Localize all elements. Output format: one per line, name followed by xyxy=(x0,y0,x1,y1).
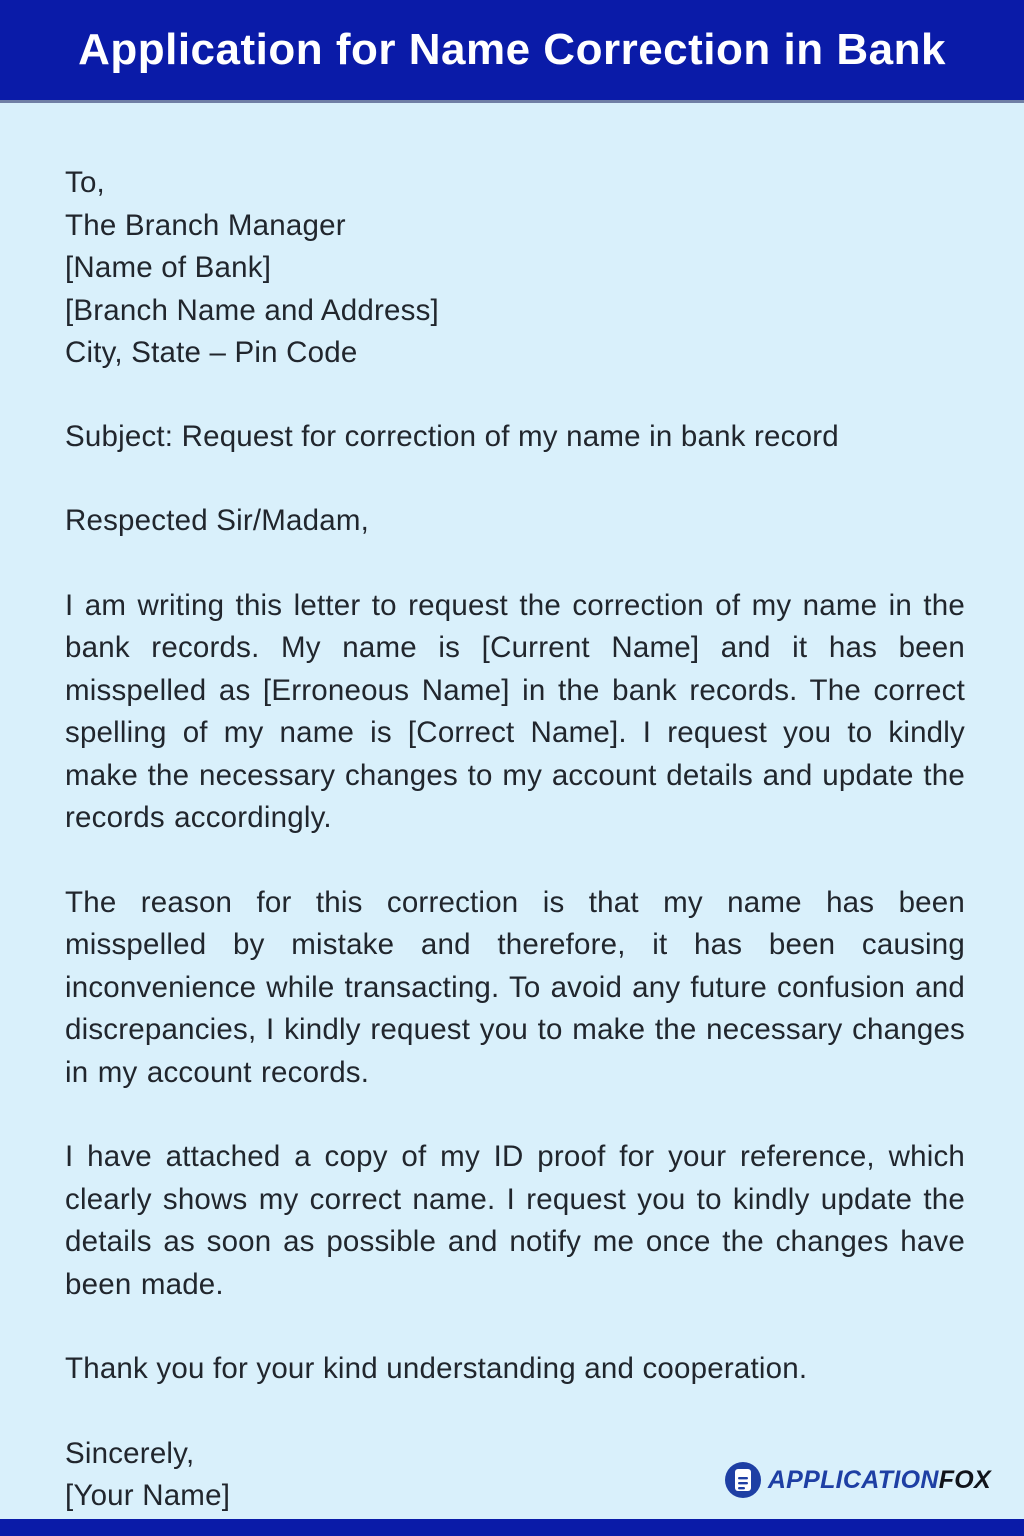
brand-logo xyxy=(724,1461,991,1499)
salutation: Respected Sir/Madam, xyxy=(65,504,370,537)
document-icon xyxy=(724,1461,762,1499)
recipient-line: [Branch Name and Address] xyxy=(65,293,439,327)
recipient-address-block xyxy=(65,162,965,375)
header-bar xyxy=(0,0,1024,100)
logo-text-application: APPLICATION xyxy=(767,1465,939,1494)
body-paragraph: The reason for this correction is that my name has been misspelled by mistake and therefore, it has been causing inconvenience while transacting. To avoid any future confusion and discrepancies, I kindly request you to make the necessary changes in my account records. xyxy=(65,885,965,1089)
letter-body xyxy=(0,162,1024,1518)
recipient-line: City, State – Pin Code xyxy=(65,336,358,369)
page-title: Application for Name Correction in Bank xyxy=(78,25,946,74)
brand-wordmark xyxy=(768,1466,991,1495)
logo-text-fox: FOX xyxy=(938,1465,991,1494)
signature-line: [Your Name] xyxy=(65,1479,231,1512)
body-paragraph: I am writing this letter to request the correction of my name in the bank records. My name is [Current Name] and it has been misspelled as [Erroneous Name] in the bank records. The correct spelling of my name is [Correct Name]. I request you to kindly make the necessary changes to my account details and update the records accordingly. xyxy=(65,588,965,834)
recipient-line: [Name of Bank] xyxy=(65,251,272,284)
subject-line: Subject: Request for correction of my name in bank record xyxy=(65,419,839,453)
closing-line: Sincerely, xyxy=(65,1436,195,1470)
footer-bar xyxy=(0,1519,1024,1536)
thanks-line: Thank you for your kind understanding and cooperation. xyxy=(65,1352,808,1385)
recipient-line: The Branch Manager xyxy=(65,208,346,242)
body-paragraph: I have attached a copy of my ID proof for your reference, which clearly shows my correct name. I request you to kindly update the details as soon as possible and notify me once the changes have been made. xyxy=(65,1140,965,1301)
recipient-line: To, xyxy=(65,166,105,199)
